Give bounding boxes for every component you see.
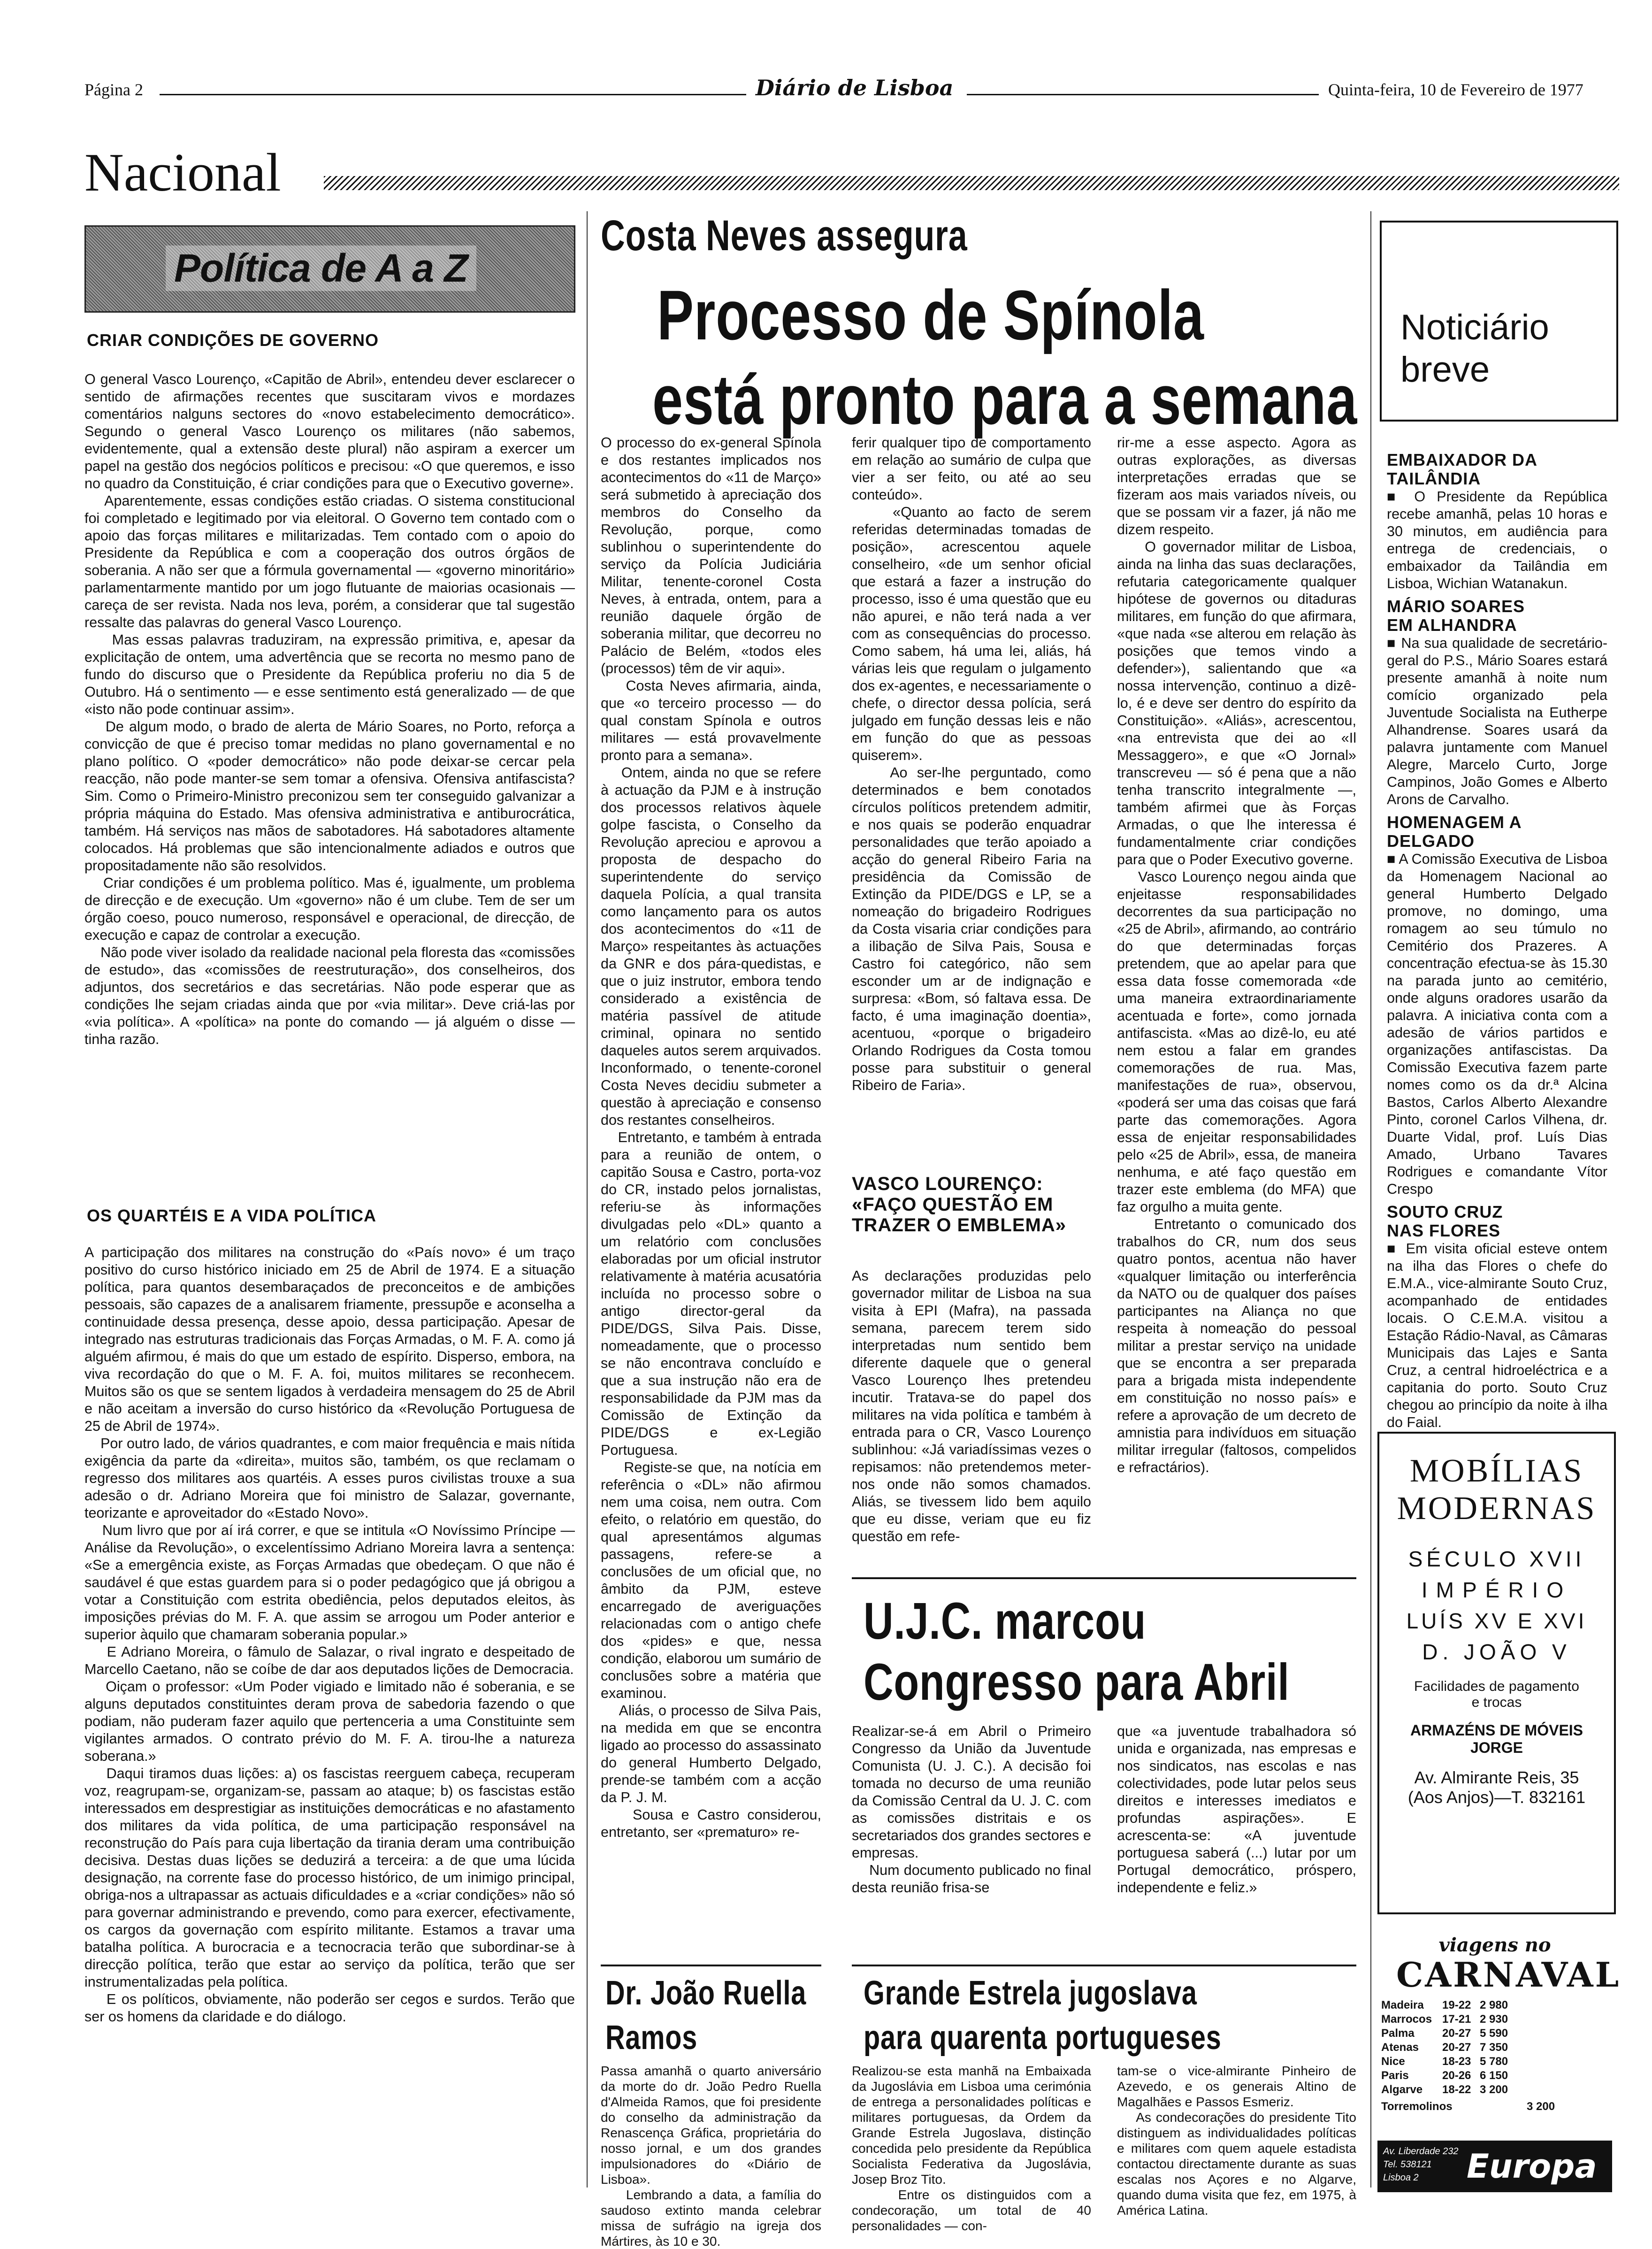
noticiario-list [1387,450,1612,1430]
noticiario-item [1387,1202,1612,1431]
noticiario-item-heading: SOUTO CRUZ NAS FLORES [1387,1202,1503,1240]
noticiario-item-heading: EMBAIXADOR DA TAILÂNDIA [1387,450,1537,488]
estrela-headline-2: para quarenta portugueses [864,2019,1222,2057]
ad-mobilias-line2: MODERNAS [1397,1490,1597,1527]
ad-carnaval-address-1: Av. Liberdade 232 [1383,2146,1459,2157]
ad-mobilias-line10: JORGE [1470,1739,1523,1756]
noticiario-item [1387,597,1612,808]
ujc-col-1: Realizar-se-á em Abril o Primeiro Congresso da União da Juventude Comunista (U. J. C.). A decisão foi tomada no decurso de uma reunião da Comissão Central da U. J. C. com as comissões distritais e os secretariados dos grandes sectores e empresas. Num documento publicado no final desta reunião frisa-se [852,1723,1091,1896]
ad-mobilias-line11: Av. Almirante Reis, 35 [1414,1768,1579,1787]
ad-carnaval-address-3: Lisboa 2 [1383,2172,1419,2183]
ad-carnaval [1377,1934,1621,2197]
ujc-headline-2: Congresso para Abril [864,1653,1290,1711]
ujc-top-rule [852,1577,1356,1579]
noticiario-box [1380,221,1618,422]
destination-row: Paris 20-26 6 150 [1381,2069,1508,2082]
politica-text-2: A participação dos militares na construção do «País novo» é um traço positivo do curso histórico iniciado em 25 de Abril de 1974. E a situação política, para quantos desembaraçados de preconceitos e de ambições pessoais, são capazes de a analisarem friamente, pressupõe e aconselha a continuidade dessa presença, desse apoio, dessa participação. Apesar de integrado nas estruturas tradicionais das Forças Armadas, o M. F. A. como já alguém afirmou, é mais do que um estado de espírito. Disperso, embora, na viva recordação do que o M. F. A. foi, muitos militares se reconhecem. Muitos são os que se sentem ligados à verdadeira mensagem do 25 de Abril e não aceitam a inversão do curso histórico da «Revolução Portuguesa de 25 de Abril de 1974». Por outro lado, de vários quadrantes, e com maior frequência e mais nítida exigência da parte da «direita», muitos são, também, os que reclamam o regresso dos militares aos quartéis. A esses puros civilistas trouxe a sua adesão o dr. Adriano Moreira que foi ministro de Salazar, governante, teorizante e aproveitador do «Estado Novo». Num livro que por aí irá correr, e que se intitula «O Novíssimo Príncipe — Análise da Revolução», o excelentíssimo Adriano Moreira lavra a sentença: «Se a emergência existe, as Forças Armadas que obedeçam. O que não é saudável é que estas guardem para si o poder pedagógico que já obrigou a votar a Constituição com estrita obediência, pelos deputados eleitos, às imposições prévias do M. F. A. que assim se arrogou um Poder anterior e superior àquilo que chamaram soberania popular.» E Adriano Moreira, o fâmulo de Salazar, o rival ingrato e despeitado de Marcello Caetano, não se coíbe de dar aos deputados lições de Democracia. Oiçam o professor: «Um Poder vigiado e limitado não é soberania, e se alguns deputados constituintes deram prova de sabedoria fazendo o que podiam, não puderam fazer aquilo que pertenceria a uma Constituinte sem vigilantes armados. O contrato prévio do M. F. A. tirou-lhe a natureza soberana.» Daqui tiramos duas lições: a) os fascistas reerguem cabeça, recuperam voz, reagrupam-se, organizam-se, passam ao ataque; b) os fascistas estão interessados em desprestigiar as instituições democráticas e no afastamento dos militares da vida política, de uma participação responsável na reconstrução do País para cuja libertação da tirania deram uma contribuição decisiva. Destas duas lições se deduzirá a terceira: a de que uma lúcida designação, na corrente fase do processo histórico, de um inimigo principal, obriga-nos a ultrapassar as actuais dificuldades e a «criar condições» não só para governar administrando e prevendo, como para exercer, efectivamente, os cargos da governação com espírito militante. Estamos a travar uma batalha política. A burocracia e a tecnocracia terão que subordinar-se à direcção política, terão que estar ao serviço da política, terão que ser instrumentalizadas pela política. E os políticos, obviamente, não poderão ser cegos e surdos. Terão que ser os homens da claridade e do diálogo. [84,1244,575,2025]
ad-mobilias-line12: (Aos Anjos)—T. 832161 [1407,1788,1586,1807]
spinola-col-1: O processo do ex-general Spínola e dos restantes implicados nos acontecimentos do «11 de Março» será submetido à apreciação dos membros do Conselho da Revolução, porque, como sublinhou o superintendente do serviço da Polícia Judiciária Militar, tenente-coronel Costa Neves, à entrada, ontem, para a reunião daquele órgão de soberania militar, que decorreu no Palácio de Belém, «todos eles (processos) têm de vir aqui». Costa Neves afirmaria, ainda, que «o terceiro processo — do qual constam Spínola e outros militares — está provavelmente pronto para a semana». Ontem, ainda no que se refere à actuação da PJM e à instrução dos processos relativos àquele golpe fascista, o Conselho da Revolução apreciou e aprovou a proposta de despacho do superintendente do serviço daquela Polícia, a qual transita como lançamento para os autos dos acontecimentos do «11 de Março» respeitantes às actuações da GNR e dos pára-quedistas, e que o juiz instrutor, embora tendo considerado a existência de matéria passível de atitude criminal, opinara no sentido daqueles autos serem arquivados. Inconformado, o tenente-coronel Costa Neves decidiu submeter a questão à apreciação e consenso dos restantes conselheiros. Entretanto, e também à entrada para a reunião de ontem, o capitão Sousa e Castro, porta-voz do CR, instado pelos jornalistas, referiu-se às informações divulgadas pelo «DL» quanto a um relatório com conclusões elaboradas por um oficial instrutor relativamente à matéria acusatória incluída no processo sobre o antigo director-geral da PIDE/DGS, Silva Pais. Disse, nomeadamente, que o processo se não encontrava concluído e que a sua instrução não era de responsabilidade da PJM mas da Comissão de Extinção da PIDE/DGS e ex-Legião Portuguesa. Registe-se que, na notícia em referência o «DL» não afirmou nem uma coisa, nem outra. Com efeito, o relatório em questão, do qual apresentámos algumas passagens, refere-se a conclusões de um oficial que, no âmbito da PJM, esteve encarregado de averiguações relacionadas com o antigo chefe dos «pides» e que, nessa condição, elaborou um sumário de conclusões sobre a matéria que examinou. Aliás, o processo de Silva Pais, na medida em que se encontra ligado ao processo do assassinato do general Humberto Delgado, prende-se também com a acção da P. J. M. Sousa e Castro considerou, entretanto, ser «prematuro» re- [601,435,821,1840]
page-label: Página 2 [84,80,143,99]
ad-carnaval-brand: Europa [1467,2147,1597,2186]
noticiario-title-1: Noticiário [1400,307,1549,347]
ujc-headline-1: U.J.C. marcou [864,1592,1147,1650]
ad-mobilias-line1: MOBÍLIAS [1409,1453,1584,1489]
ad-mobilias-line9: ARMAZÉNS DE MÓVEIS [1410,1722,1583,1739]
ad-carnaval-line1: viagens no [1438,1934,1551,1956]
politica-text-1: O general Vasco Lourenço, «Capitão de Abril», entendeu dever esclarecer o sentido de afirmações recentes que suscitaram vivos e mordazes comentários nalguns sectores do «novo estabelecimento democrático». Segundo o general Vasco Lourenço os militares (não sabemos, evidentemente, qual a extensão deste plural) não aspiram a exercer um papel na gestão dos negócios políticos e precisou: «O que queremos, e isso no quadro da Constituição, é criar condições para que o Executivo governe». Aparentemente, essas condições estão criadas. O sistema constitucional foi completado e legitimado por via eleitoral. O Governo tem contado com o apoio das forças militares e militarizadas. Tem contado com o apoio do Presidente da República e com a cooperação dos outros órgãos de soberania. A não ser que a fórmula governamental — «governo minoritário» parlamentarmente mantido por um jogo flutuante de maiorias ocasionais — careça de ser revista. Nada nos leva, porém, a considerar que tal sugestão ressalte das palavras do general Vasco Lourenço. Mas essas palavras traduziram, na expressão primitiva, e, apesar da explicitação de ontem, uma advertência que se recorta no mesmo pano de fundo do discurso que o Presidente da República proferiu no dia 5 de Outubro. Há o sentimento — e esse sentimento está generalizado — de que «isto não pode continuar assim». De algum modo, o brado de alerta de Mário Soares, no Porto, reforça a convicção de que é preciso tomar medidas no plano governamental e no plano político. O «poder democrático» não pode deixar-se cercar pela reacção, não pode manter-se sem tomar a ofensiva. Ofensiva antifascista? Sim. Como o Primeiro-Ministro preconizou sem ter conseguido galvanizar a própria máquina do Estado. Mas ofensiva administrativa e antiburocrática, também. Há serviços nas mãos de sabotadores. Há sabotadores altamente colocados. Há problemas que são intencionalmente adiados e outros que propositadamente não são resolvidos. Criar condições é um problema político. Mas é, igualmente, um problema de direcção e de execução. Um «governo» não é um clube. Tem de ser um órgão coeso, pouco numeroso, responsável e operacional, de direcção, de execução e capaz de controlar a execução. Não pode viver isolado da realidade nacional pela floresta das «comissões de estudo», das «comissões de reestruturação», dos conselheiros, dos adjuntos, dos secretários e das secretárias. Não pode esperar que as condições lhe sejam criadas ainda que por «via militar». Deve criá-las por «via política». A «política» na ponte do comando — já alguém o disse — tinha razão. [84,371,575,1047]
ad-mobilias [1377,1432,1616,1914]
noticiario-item-text: ■ A Comissão Executiva de Lisboa da Homenagem Nacional ao general Humberto Delgado promove, no domingo, uma romagem ao seu túmulo no Cemitério dos Prazeres. A concentração efectua-se às 15.30 na parada junto ao cemitério, onde alguns oradores usarão da palavra. A iniciativa conta com a adesão de vários partidos e organizações antifascistas. Da Comissão Executiva fazem parte nomes como os da dr.ª Alcina Bastos, Carlos Alberto Alexandre Pinto, coronel Carlos Vilhena, dr. Duarte Vidal, prof. Luís Dias Amado, Urbano Tavares Rodrigues e comandante Vítor Crespo [1387,851,1612,1197]
destination-row: Marrocos 17-21 2 930 [1381,2013,1508,2026]
ruella-text: Passa amanhã o quarto aniversário da morte do dr. João Pedro Ruella d'Almeida Ramos, que foi presidente do conselho da administração da Renascença Gráfica, proprietária do nosso jornal, e um dos grandes impulsionadores do «Diário de Lisboa». Lembrando a data, a família do saudoso extinto manda celebrar missa de sufrágio na igreja dos Mártires, às 10 e 30. [601,2064,821,2249]
politica-heading-2: OS QUARTÉIS E A VIDA POLÍTICA [87,1206,377,1225]
ad-carnaval-destinations [1377,1998,1612,2114]
noticiario-item-heading: HOMENAGEM A DELGADO [1387,813,1522,851]
destination-row: Madeira 19-22 2 980 [1381,1999,1508,2011]
spinola-col-3: rir-me a esse aspecto. Agora as outras explorações, as diversas interpretações erradas que se fizeram aos mais variados níveis, ou que se possam vir a fazer, já não me dizem respeito. O governador militar de Lisboa, ainda na linha das suas declarações, refutaria categoricamente qualquer hipótese de governos ou ditaduras militares, em função do que afirmara, «que nada «se alterou em relação às posições que temos vindo a defender»), salientando que «a nossa intervenção, continuo a dizê-lo, é e deve ser dentro do espírito da Constituição». «Aliás», acrescentou, «na entrevista que dei ao «Il Messaggero», e que «O Jornal» transcreveu — só é pena que a não tenha transcrito integralmente —, também afirmei que às Forças Armadas, o que lhe interessa é fundamentalmente criar condições para que o Poder Executivo governe. Vasco Lourenço negou ainda que enjeitasse responsabilidades decorrentes da sua participação no «25 de Abril», afirmando, ao contrário do que determinadas forças pretendem, que ao apelar para que essa data fosse comemorada «de uma maneira extraordinariamente acentuada e forte», como jornada antifascista. «Mas ao dizê-lo, eu até nem estou a falar em grandes comemorações de rua. Mas, manifestações de rua», observou, «poderá ser uma das coisas que fará parte das comemorações. Agora essa de enjeitar responsabilidades pelo «25 de Abril», essa, de maneira nenhuma, e até faço questão em trazer este emblema (do MFA) que faz orgulho a muita gente. Entretanto o comunicado dos trabalhos do CR, num dos seus quatro pontos, acentua não haver «qualquer limitação ou interferência da NATO ou de qualquer dos países participantes na Aliança no que respeita à nomeação do pessoal militar a prestar serviço na unidade que se encontra a ser preparada para a brigada mista independente em constituição no nosso país» e refere a aprovação de um decreto de amnistia para indivíduos em situação militar irregular (faltosos, compelidos e refractários). [1117,435,1356,1475]
politica-title-box [84,225,575,313]
noticiario-item-text: ■ Na sua qualidade de secretário-geral do P.S., Mário Soares estará presente amanhã à noite num comício organizado pela Juventude Socialista na Eutherpe Alhandrense. Soares usará da palavra juntamente com Manuel Alegre, Marcelo Curto, Jorge Campinos, João Gomes e Alberto Arons de Carvalho. [1387,635,1612,807]
masthead: Diário de Lisboa [756,75,954,100]
noticiario-item-text: ■ Em visita oficial esteve ontem na ilha das Flores o chefe do E.M.A., vice-almirante Souto Cruz, acompanhado de entidades locais. O C.E.M.A. visitou a Estação Rádio-Naval, as Câmaras Municipais das Lajes e Santa Cruz, a central hidroeléctrica e a capitania do porto. Souto Cruz chegou ao princípio da noite à ilha do Faial. [1387,1241,1612,1430]
noticiario-title-2: breve [1400,350,1490,390]
ruella-headline-2: Ramos [605,2019,698,2057]
estrela-headline-1: Grande Estrela jugoslava [864,1974,1197,2012]
ad-mobilias-line5: LUÍS XV E XVI [1406,1609,1587,1633]
ad-mobilias-line6: D. JOÃO V [1422,1640,1571,1664]
vasco-lourenco-heading: VASCO LOURENÇO: «FAÇO QUESTÃO EM TRAZER O EMBLEMA» [852,1174,1066,1236]
spinola-col-2: ferir qualquer tipo de comportamento em relação ao sumário de culpa que vier a ser feito, ou até ao seu conteúdo». «Quanto ao facto de serem referidas determinadas tomadas de posição», acrescentou aquele conselheiro, «de um senhor oficial que estará a fazer a instrução do processo, isso é uma questão que eu não apurei, e não terá nada a ver com as consequências do processo. Como sabem, há uma lei, aliás, há várias leis que regulam o julgamento dos ex-agentes, e necessariamente o chefe, o director dessa polícia, será julgado em função dessas leis e não em função do que as pessoas quiserem». Ao ser-lhe perguntado, como determinados e bem conotados círculos políticos pretendem admitir, e nos quais se poderão enquadrar personalidades que terão apoiado a acção do general Ribeiro Faria na presidência da Comissão de Extinção da PIDE/DGS e LP, se a nomeação do brigadeiro Rodrigues da Costa visaria criar condições para a ilibação de Silva Pais, Sousa e Castro foi categórico, não sem esconder um ar de indignação e surpresa: «Bom, só faltava essa. De facto, é uma imaginação doentia», acentuou, «porque o brigadeiro Orlando Rodrigues da Costa tomou posse para substituir o general Ribeiro de Faria». [852,435,1091,1093]
noticiario-item [1387,813,1612,1198]
politica-title: Política de A a Z [166,246,476,291]
section-title: Nacional [84,143,281,203]
spinola-headline-2: está pronto para a semana [652,360,1358,439]
politica-heading-1: CRIAR CONDIÇÕES DE GOVERNO [87,330,379,350]
column-rule-2 [1370,211,1371,2188]
noticiario-item [1387,450,1612,592]
estrela-col-1: Realizou-se esta manhã na Embaixada da Jugoslávia em Lisboa uma cerimónia de entrega a personalidades políticas e militares portuguesas, da Ordem da Grande Estrela Jugoslava, distinção concedida pelo presidente da República Socialista Federativa da Jugoslávia, Josep Broz Tito. Entre os distinguidos com a condecoração, um total de 40 personalidades — con- [852,2064,1091,2233]
ad-mobilias-line8: e trocas [1471,1695,1522,1710]
spinola-kicker: Costa Neves assegura [601,212,968,260]
destination-row: Palma 20-27 5 590 [1381,2027,1508,2040]
ad-carnaval-address-2: Tel. 538121 [1383,2159,1432,2170]
estrela-top-rule [852,1965,1356,1966]
section-title-hatch [324,176,1619,190]
ruella-top-rule [601,1965,821,1966]
ruella-headline-1: Dr. João Ruella [605,1974,807,2012]
noticiario-item-heading: MÁRIO SOARES EM ALHANDRA [1387,597,1525,635]
spinola-col-2b: As declarações produzidas pelo governador militar de Lisboa na sua visita à EPI (Mafra), na passada semana, parecem terem sido interpretadas num sentido bem diferente daquele que o general Vasco Lourenço lhes pretendeu incutir. Tratava-se do papel dos militares na vida política e também à entrada para o CR, Vasco Lourenço sublinhou: «Já variadíssimas vezes o repisamos: não pretendemos meter-nos onde não somos chamados. Aliás, se tivessem lido bem aquilo que eu disse, veriam que eu fiz questão em refe- [852,1268,1095,1544]
noticiario-item-text: ■ O Presidente da República recebe amanhã, pelas 10 horas e 30 minutos, em audiência para entrega de credenciais, o embaixador da Tailândia em Lisboa, Wichian Watanakun. [1387,489,1612,591]
destination-row: Torremolinos 3 200 [1381,2100,1555,2113]
ad-mobilias-line3: SÉCULO XVII [1408,1547,1585,1571]
ad-carnaval-line2: CARNAVAL [1396,1955,1621,1995]
column-rule-1 [587,211,588,2188]
destination-row: Algarve 18-22 3 200 [1381,2083,1508,2096]
ad-mobilias-line7: Facilidades de pagamento [1414,1679,1579,1694]
header-rule-left [160,94,746,95]
destination-row: Nice 18-23 5 780 [1381,2055,1508,2068]
estrela-col-2: tam-se o vice-almirante Pinheiro de Azevedo, e os generais Altino de Magalhães e Passos Esmeriz. As condecorações do presidente Tito distinguem as individualidades políticas e militares com quem aquele estadista contactou directamente durante as suas escalas nos Açores e no Algarve, quando duma visita que fez, em 1975, à América Latina. [1117,2064,1356,2218]
ad-carnaval-footer [1377,2141,1612,2192]
spinola-headline-1: Processo de Spínola [657,276,1204,354]
ujc-col-2: que «a juventude trabalhadora só unida e organizada, nas empresas e nos sindicatos, nas escolas e nas colectividades, pode lutar pelos seus direitos e interesses imediatos e profundas aspirações». E acrescenta-se: «A juventude portuguesa saberá (...) lutar por um Portugal democrático, próspero, independente e feliz.» [1117,1723,1361,1896]
ad-mobilias-line4: IMPÉRIO [1421,1578,1572,1602]
header-rule-right [967,94,1319,95]
destination-row: Atenas 20-27 7 350 [1381,2041,1508,2054]
issue-date: Quinta-feira, 10 de Fevereiro de 1977 [1328,80,1583,99]
